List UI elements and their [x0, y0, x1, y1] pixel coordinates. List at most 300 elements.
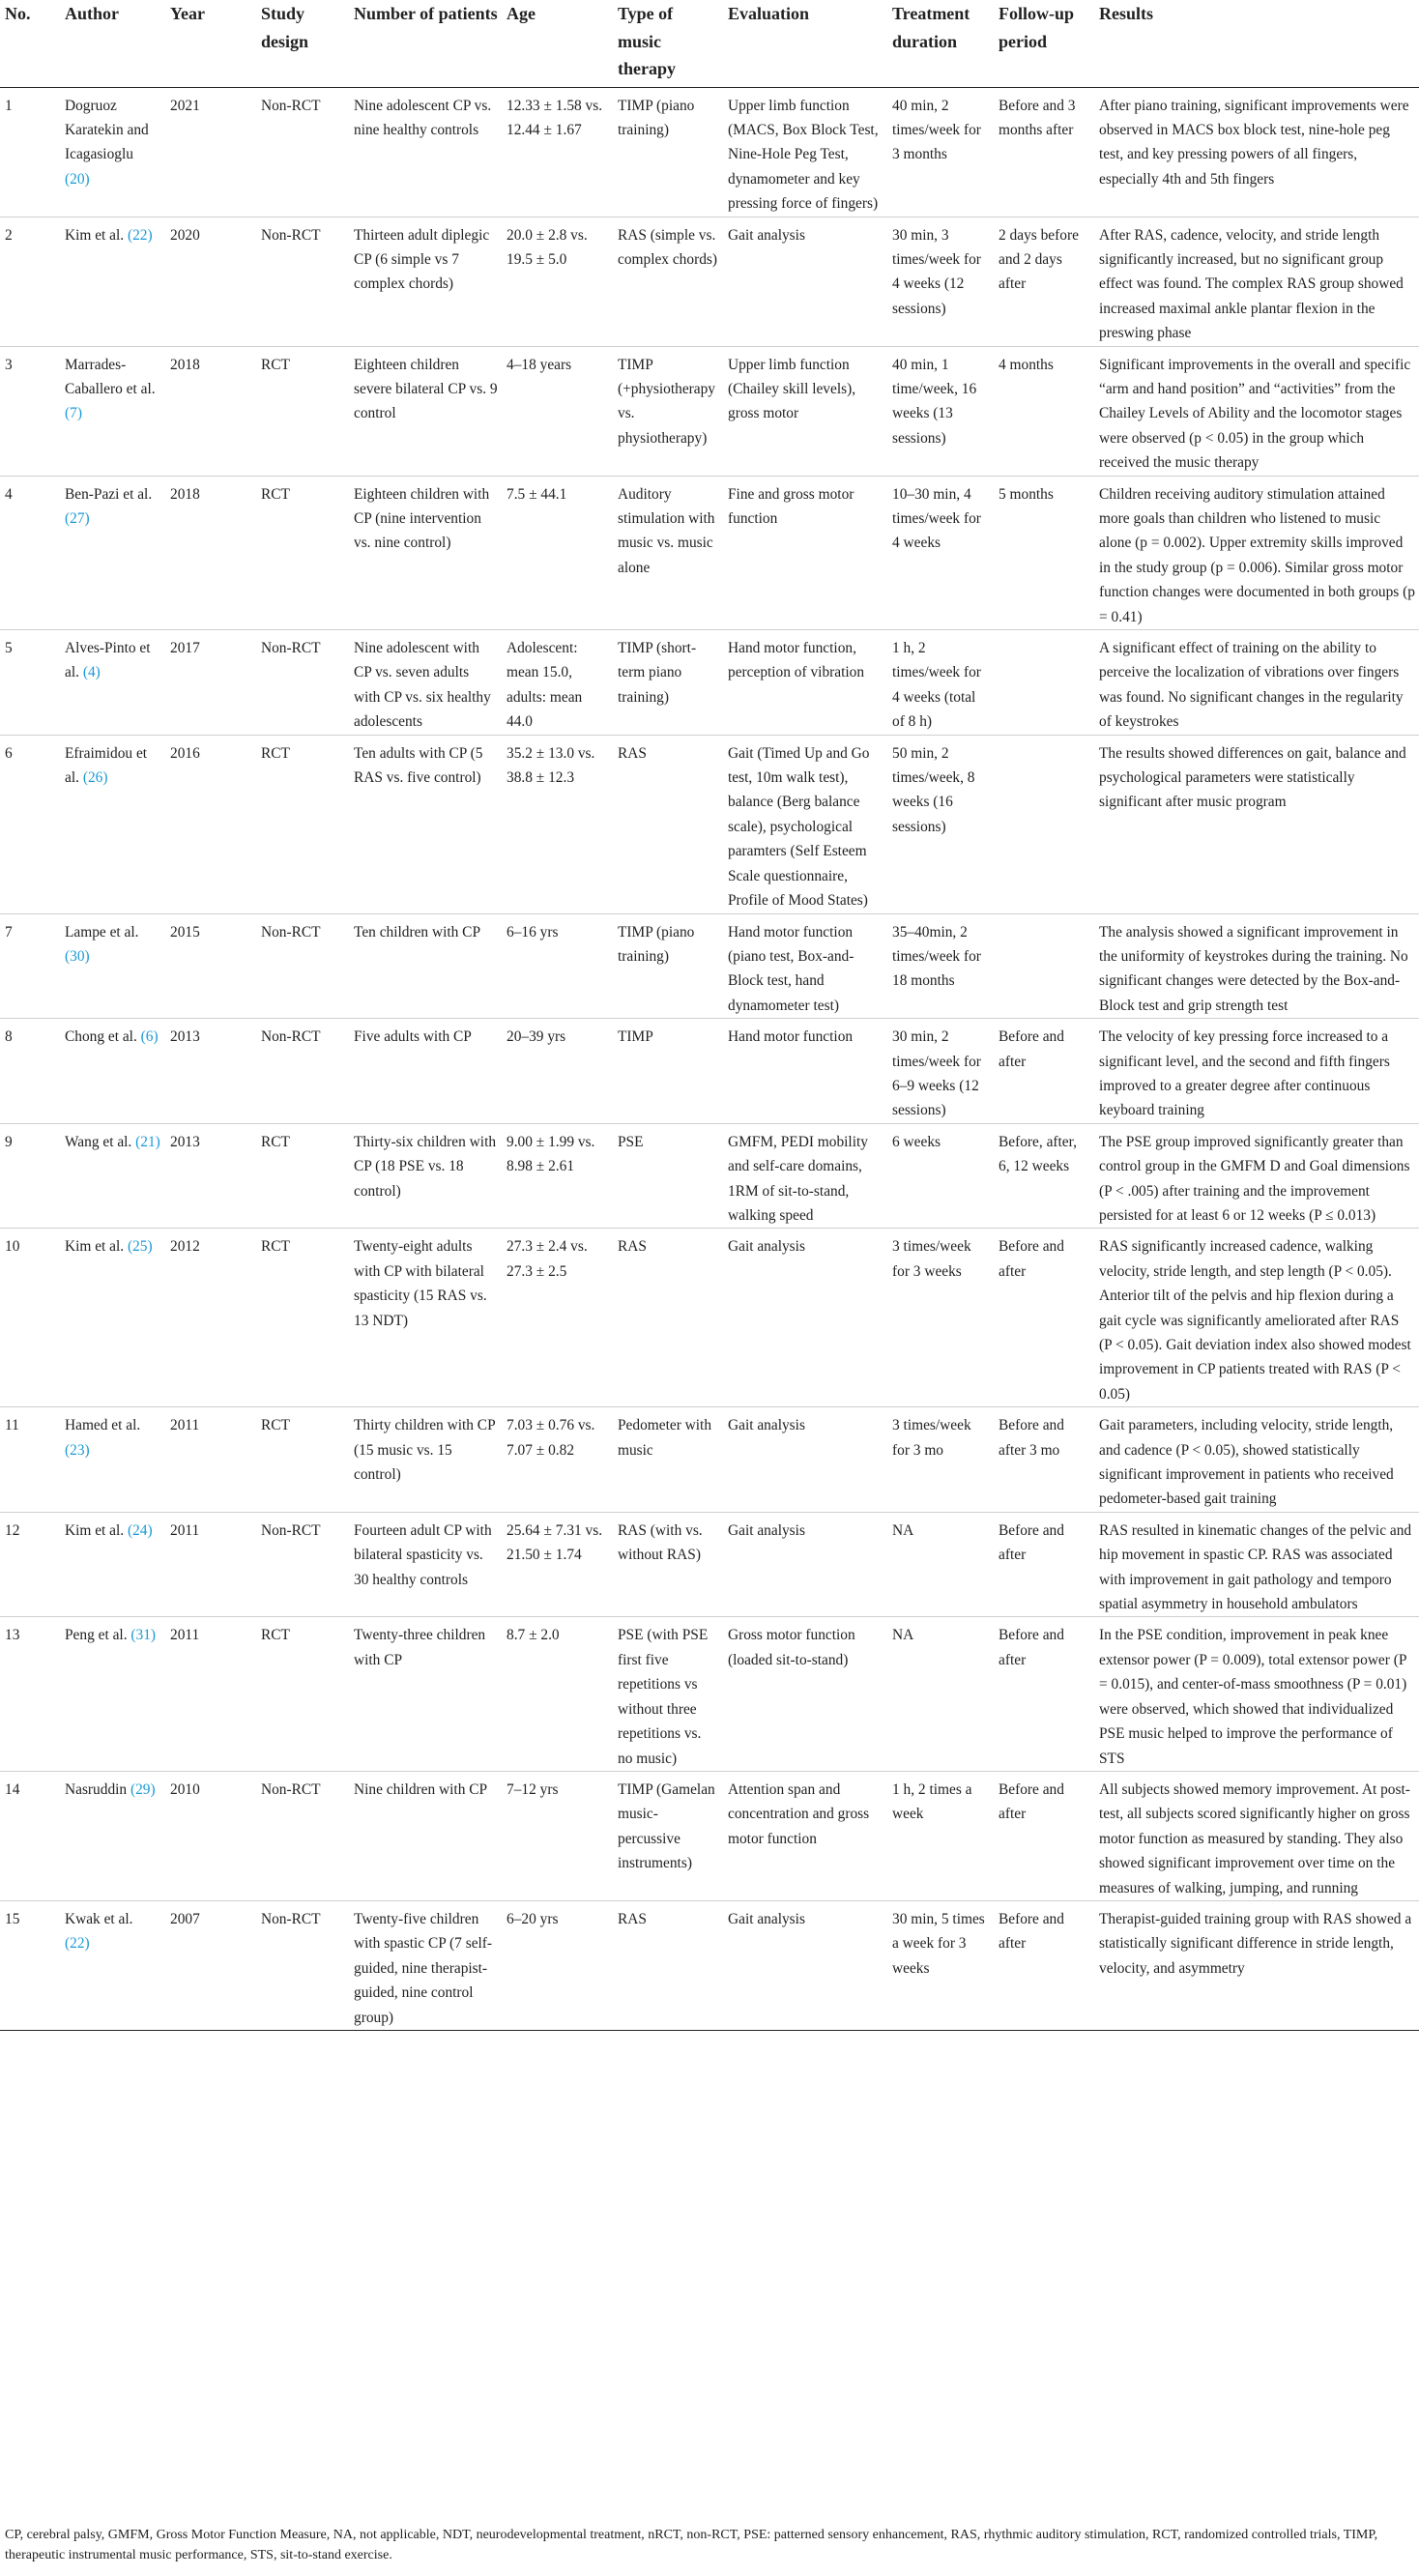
cell-duration	[887, 346, 994, 476]
table-row	[0, 87, 1419, 217]
cell-followup	[994, 735, 1094, 913]
cell-design	[256, 217, 349, 346]
cell-results	[1094, 87, 1419, 217]
cell-evaluation	[723, 87, 887, 217]
cell-patients-text: Fourteen adult CP with bilateral spasticity vs. 30 healthy controls	[354, 1521, 492, 1588]
reference-link[interactable]: (4)	[82, 664, 101, 681]
reference-link[interactable]: (27)	[65, 510, 90, 527]
cell-therapy	[613, 1512, 723, 1617]
cell-author	[60, 1771, 165, 1900]
cell-year	[165, 913, 256, 1019]
cell-followup	[994, 1019, 1094, 1124]
cell-design	[256, 476, 349, 629]
cell-author-text: Dogruoz Karatekin and Icagasioglu	[65, 97, 149, 163]
cell-results	[1094, 630, 1419, 736]
cell-results	[1094, 1617, 1419, 1771]
cell-no-text: 1	[5, 97, 13, 114]
cell-followup-text: Before and after 3 mo	[999, 1417, 1064, 1459]
cell-no-text: 9	[5, 1133, 13, 1150]
cell-results	[1094, 1229, 1419, 1407]
cell-author-text: Peng et al.	[65, 1627, 128, 1644]
cell-year	[165, 1771, 256, 1900]
reference-link[interactable]: (26)	[82, 769, 108, 787]
cell-age	[502, 1900, 613, 2030]
cell-followup	[994, 1229, 1094, 1407]
cell-followup	[994, 1407, 1094, 1513]
cell-followup	[994, 1617, 1094, 1771]
cell-author	[60, 913, 165, 1019]
cell-design-text: Non-RCT	[261, 226, 321, 244]
reference-link[interactable]: (30)	[65, 947, 90, 965]
cell-duration	[887, 1771, 994, 1900]
cell-year-text: 2016	[170, 744, 200, 762]
cell-therapy-text: RAS	[618, 1910, 647, 1927]
cell-author-text: Wang et al.	[65, 1133, 132, 1150]
cell-age	[502, 217, 613, 346]
col-header-evaluation: Evaluation	[728, 4, 810, 23]
cell-therapy	[613, 1229, 723, 1407]
cell-patients	[349, 1771, 502, 1900]
cell-therapy	[613, 1407, 723, 1513]
cell-year	[165, 476, 256, 629]
cell-age-text: 25.64 ± 7.31 vs. 21.50 ± 1.74	[507, 1521, 603, 1564]
cell-patients-text: Nine children with CP	[354, 1780, 488, 1798]
cell-no	[0, 87, 60, 217]
cell-no	[0, 1229, 60, 1407]
cell-design-text: Non-RCT	[261, 640, 321, 657]
cell-patients-text: Twenty-eight adults with CP with bilateral spasticity (15 RAS vs. 13 NDT)	[354, 1238, 487, 1329]
col-header-year: Year	[170, 4, 205, 23]
cell-duration	[887, 476, 994, 629]
cell-therapy-text: RAS (simple vs. complex chords)	[618, 226, 717, 268]
cell-age-text: 4–18 years	[507, 356, 572, 373]
cell-year	[165, 1123, 256, 1229]
cell-results-text: The PSE group improved significantly greater than control group in the GMFM D and Goal dimensions (P < .005) after training and the improvement persisted for at least 6 or 12 weeks (P ≤ 0.013)	[1099, 1133, 1410, 1224]
cell-patients	[349, 913, 502, 1019]
cell-patients	[349, 87, 502, 217]
cell-evaluation	[723, 913, 887, 1019]
reference-link[interactable]: (7)	[65, 405, 82, 422]
cell-age	[502, 476, 613, 629]
cell-results	[1094, 1123, 1419, 1229]
cell-no-text: 6	[5, 744, 13, 762]
cell-author-text: Kim et al.	[65, 226, 125, 244]
cell-age	[502, 1771, 613, 1900]
cell-evaluation-text: Gait analysis	[728, 226, 805, 244]
cell-duration	[887, 1512, 994, 1617]
cell-duration	[887, 1407, 994, 1513]
cell-design-text: Non-RCT	[261, 1910, 321, 1927]
cell-patients-text: Nine adolescent CP vs. nine healthy controls	[354, 97, 492, 138]
cell-year-text: 2013	[170, 1028, 200, 1046]
cell-results	[1094, 1407, 1419, 1513]
cell-patients	[349, 630, 502, 736]
cell-year	[165, 217, 256, 346]
cell-age-text: 27.3 ± 2.4 vs. 27.3 ± 2.5	[507, 1238, 588, 1280]
cell-patients-text: Twenty-five children with spastic CP (7 self-guided, nine therapist-guided, nine control group)	[354, 1910, 493, 2026]
cell-patients	[349, 476, 502, 629]
cell-results-text: Gait parameters, including velocity, stride length, and cadence (P < 0.05), showed statistically significant improvement in patients who received pedometer-based gait training	[1099, 1417, 1394, 1508]
reference-link[interactable]: (31)	[130, 1627, 157, 1644]
cell-design	[256, 1900, 349, 2030]
cell-year-text: 2018	[170, 485, 200, 503]
cell-patients-text: Ten children with CP	[354, 923, 481, 941]
cell-evaluation-text: Hand motor function, perception of vibration	[728, 640, 865, 681]
cell-author	[60, 346, 165, 476]
cell-therapy-text: PSE	[618, 1133, 644, 1150]
cell-no-text: 7	[5, 923, 13, 941]
reference-link[interactable]: (6)	[140, 1028, 159, 1046]
cell-duration	[887, 1617, 994, 1771]
cell-evaluation	[723, 346, 887, 476]
cell-author	[60, 735, 165, 913]
cell-author-text: Lampe et al.	[65, 923, 139, 941]
reference-link[interactable]: (22)	[127, 226, 153, 244]
cell-no	[0, 630, 60, 736]
cell-evaluation	[723, 1771, 887, 1900]
cell-evaluation	[723, 1512, 887, 1617]
cell-therapy	[613, 476, 723, 629]
cell-age-text: 7.5 ± 44.1	[507, 485, 567, 503]
cell-author-text: Kim et al.	[65, 1238, 125, 1256]
cell-patients	[349, 1617, 502, 1771]
cell-year	[165, 1229, 256, 1407]
cell-followup	[994, 1512, 1094, 1617]
cell-results	[1094, 476, 1419, 629]
cell-therapy-text: RAS	[618, 744, 647, 762]
cell-followup	[994, 913, 1094, 1019]
cell-patients	[349, 217, 502, 346]
cell-no-text: 8	[5, 1028, 13, 1046]
cell-author	[60, 1512, 165, 1617]
cell-duration-text: NA	[892, 1627, 914, 1644]
cell-evaluation	[723, 735, 887, 913]
cell-therapy	[613, 217, 723, 346]
cell-patients-text: Thirty-six children with CP (18 PSE vs. 18 control)	[354, 1133, 497, 1200]
cell-no	[0, 735, 60, 913]
cell-author	[60, 1123, 165, 1229]
cell-therapy-text: Pedometer with music	[618, 1417, 712, 1459]
cell-therapy-text: TIMP (piano training)	[618, 923, 695, 965]
cell-author	[60, 1019, 165, 1124]
cell-age-text: Adolescent: mean 15.0, adults: mean 44.0	[507, 640, 583, 731]
table-row	[0, 476, 1419, 629]
cell-author-text: Chong et al.	[65, 1028, 137, 1046]
cell-patients-text: Nine adolescent with CP vs. seven adults with CP vs. six healthy adolescents	[354, 640, 491, 731]
cell-patients-text: Twenty-three children with CP	[354, 1627, 486, 1668]
cell-evaluation	[723, 1407, 887, 1513]
cell-therapy-text: TIMP (Gamelan music-percussive instruments)	[618, 1780, 715, 1872]
cell-design	[256, 1019, 349, 1124]
cell-evaluation-text: Upper limb function (Chailey skill levels), gross motor	[728, 356, 856, 422]
table-row	[0, 1512, 1419, 1617]
reference-link[interactable]: (25)	[127, 1238, 153, 1256]
table-row	[0, 1617, 1419, 1771]
cell-duration	[887, 735, 994, 913]
cell-design	[256, 913, 349, 1019]
cell-age-text: 7.03 ± 0.76 vs. 7.07 ± 0.82	[507, 1417, 595, 1459]
cell-followup	[994, 1900, 1094, 2030]
cell-followup-text: Before and after	[999, 1627, 1064, 1668]
cell-patients-text: Eighteen children with CP (nine intervention vs. nine control)	[354, 485, 490, 552]
cell-duration-text: 1 h, 2 times a week	[892, 1780, 972, 1823]
cell-year	[165, 1407, 256, 1513]
cell-results-text: Children receiving auditory stimulation attained more goals than children who listened to music alone (p = 0.002). Upper extremity skills improved in the study group (p = 0.006). Similar gross motor function changes were documented in both groups (p = 0.41)	[1099, 485, 1415, 625]
cell-evaluation	[723, 630, 887, 736]
cell-therapy	[613, 87, 723, 217]
cell-no-text: 15	[5, 1910, 20, 1927]
cell-evaluation	[723, 1019, 887, 1124]
cell-evaluation-text: Gait analysis	[728, 1238, 805, 1256]
cell-duration	[887, 1229, 994, 1407]
cell-author	[60, 630, 165, 736]
cell-results	[1094, 346, 1419, 476]
cell-patients	[349, 1407, 502, 1513]
cell-patients	[349, 1512, 502, 1617]
cell-author-text: Kim et al.	[65, 1521, 125, 1539]
cell-design	[256, 630, 349, 736]
cell-results-text: Therapist-guided training group with RAS showed a statistically significant difference in stride length, velocity, and asymmetry	[1099, 1910, 1412, 1977]
cell-patients	[349, 346, 502, 476]
table-row	[0, 735, 1419, 913]
cell-design-text: RCT	[261, 356, 290, 373]
cell-design-text: RCT	[261, 1133, 290, 1150]
reference-link[interactable]: (24)	[127, 1521, 153, 1539]
cell-design-text: RCT	[261, 744, 290, 762]
cell-no-text: 4	[5, 485, 13, 503]
cell-duration-text: 35–40min, 2 times/week for 18 months	[892, 923, 981, 990]
cell-age-text: 8.7 ± 2.0	[507, 1627, 560, 1644]
cell-results	[1094, 1019, 1419, 1124]
cell-age-text: 20–39 yrs	[507, 1028, 566, 1046]
cell-followup-text: Before and after	[999, 1521, 1064, 1564]
cell-followup-text: 2 days before and 2 days after	[999, 226, 1079, 293]
cell-patients-text: Thirty children with CP (15 music vs. 15 control)	[354, 1417, 496, 1484]
cell-therapy	[613, 1900, 723, 2030]
col-header-follow-up-period: Follow-up period	[999, 4, 1075, 51]
cell-results-text: RAS significantly increased cadence, walking velocity, stride length, and step length (P < 0.05). Anterior tilt of the pelvis and hip flexion during a gait cycle was significantly ameliorated after RAS (P < 0.05). Gait deviation index also showed modest improvement in CP patients treated with RAS (P < 0.05)	[1099, 1238, 1411, 1403]
cell-no	[0, 1019, 60, 1124]
cell-evaluation-text: Attention span and concentration and gross motor function	[728, 1780, 870, 1847]
table-row	[0, 1407, 1419, 1513]
cell-year	[165, 346, 256, 476]
cell-age	[502, 630, 613, 736]
reference-link[interactable]: (29)	[130, 1780, 156, 1798]
cell-therapy	[613, 913, 723, 1019]
cell-author-text: Ben-Pazi et al.	[65, 485, 153, 503]
cell-age	[502, 1019, 613, 1124]
cell-followup-text: 4 months	[999, 356, 1054, 373]
cell-followup	[994, 346, 1094, 476]
cell-age-text: 6–16 yrs	[507, 923, 559, 941]
cell-no	[0, 1617, 60, 1771]
cell-therapy	[613, 735, 723, 913]
cell-therapy-text: TIMP (+physiotherapy vs. physiotherapy)	[618, 356, 716, 447]
cell-author	[60, 1229, 165, 1407]
cell-duration-text: 3 times/week for 3 weeks	[892, 1238, 971, 1280]
cell-results	[1094, 735, 1419, 913]
cell-patients	[349, 735, 502, 913]
cell-no-text: 14	[5, 1780, 20, 1798]
cell-no-text: 3	[5, 356, 13, 373]
cell-duration	[887, 913, 994, 1019]
cell-evaluation-text: Gait (Timed Up and Go test, 10m walk test), balance (Berg balance scale), psychological paramters (Self Esteem Scale questionnaire, Profile of Mood States)	[728, 744, 870, 910]
cell-no	[0, 1900, 60, 2030]
cell-year-text: 2021	[170, 97, 200, 114]
cell-age-text: 35.2 ± 13.0 vs. 38.8 ± 12.3	[507, 744, 595, 787]
cell-therapy	[613, 1617, 723, 1771]
cell-evaluation	[723, 1900, 887, 2030]
cell-no	[0, 1407, 60, 1513]
cell-duration-text: 40 min, 2 times/week for 3 months	[892, 97, 981, 163]
cell-age	[502, 1123, 613, 1229]
reference-link[interactable]: (23)	[65, 1441, 90, 1459]
cell-duration-text: 6 weeks	[892, 1133, 941, 1150]
table-row	[0, 1019, 1419, 1124]
cell-followup	[994, 630, 1094, 736]
reference-link[interactable]: (22)	[65, 1935, 90, 1953]
cell-results-text: A significant effect of training on the ability to perceive the localization of vibrations over fingers was found. No significant changes in the regularity of keystrokes	[1099, 640, 1404, 731]
cell-author-text: Efraimidou et al.	[65, 744, 148, 787]
cell-no	[0, 217, 60, 346]
cell-results	[1094, 1771, 1419, 1900]
cell-age	[502, 87, 613, 217]
cell-no	[0, 913, 60, 1019]
cell-patients-text: Five adults with CP	[354, 1028, 472, 1046]
cell-design	[256, 735, 349, 913]
cell-no	[0, 476, 60, 629]
cell-duration-text: 40 min, 1 time/week, 16 weeks (13 sessions)	[892, 356, 977, 447]
cell-therapy	[613, 346, 723, 476]
cell-evaluation-text: Upper limb function (MACS, Box Block Test, Nine-Hole Peg Test, dynamometer and key pressing force of fingers)	[728, 97, 879, 213]
cell-design	[256, 87, 349, 217]
cell-therapy	[613, 630, 723, 736]
cell-results-text: After RAS, cadence, velocity, and stride length significantly increased, but no significant group effect was found. The complex RAS group showed increased maximal ankle plantar flexion in the preswing phase	[1099, 226, 1404, 342]
cell-year-text: 2015	[170, 923, 200, 941]
cell-therapy-text: RAS	[618, 1238, 647, 1256]
cell-results-text: Significant improvements in the overall and specific “arm and hand position” and “activities” from the Chailey Levels of Ability and the locomotor stages were observed (p < 0.05) in the group which received the music therapy	[1099, 356, 1411, 472]
cell-therapy-text: TIMP	[618, 1028, 653, 1046]
cell-design-text: RCT	[261, 1238, 290, 1256]
cell-design-text: RCT	[261, 485, 290, 503]
cell-evaluation-text: Hand motor function	[728, 1028, 854, 1046]
table-row	[0, 1229, 1419, 1407]
cell-evaluation	[723, 1617, 887, 1771]
cell-year	[165, 87, 256, 217]
col-header-treatment-duration: Treatment duration	[892, 4, 970, 51]
col-header-type-of-music-therapy: Type of music therapy	[618, 4, 676, 78]
cell-no	[0, 1512, 60, 1617]
cell-results	[1094, 1900, 1419, 2030]
cell-year	[165, 630, 256, 736]
cell-design	[256, 1617, 349, 1771]
cell-year-text: 2011	[170, 1417, 200, 1434]
cell-evaluation-text: Gait analysis	[728, 1910, 805, 1927]
cell-followup-text: Before, after, 6, 12 weeks	[999, 1133, 1077, 1175]
cell-age-text: 7–12 yrs	[507, 1780, 559, 1798]
cell-year-text: 2011	[170, 1521, 200, 1539]
cell-year	[165, 735, 256, 913]
table-row	[0, 1771, 1419, 1900]
reference-link[interactable]: (21)	[135, 1133, 160, 1150]
col-header-number-of-patients: Number of patients	[354, 4, 498, 23]
cell-author-text: Kwak et al.	[65, 1910, 133, 1927]
cell-design	[256, 1512, 349, 1617]
cell-results-text: After piano training, significant improvements were observed in MACS box block test, nine-hole peg test, and key pressing powers of all fingers, especially 4th and 5th fingers	[1099, 97, 1409, 188]
cell-evaluation-text: GMFM, PEDI mobility and self-care domains, 1RM of sit-to-stand, walking speed	[728, 1133, 868, 1224]
cell-no-text: 13	[5, 1627, 20, 1644]
cell-evaluation	[723, 217, 887, 346]
cell-design	[256, 346, 349, 476]
cell-followup-text: Before and after	[999, 1238, 1064, 1280]
cell-age	[502, 1617, 613, 1771]
cell-therapy-text: Auditory stimulation with music vs. music alone	[618, 485, 715, 576]
cell-patients	[349, 1019, 502, 1124]
cell-age	[502, 1407, 613, 1513]
cell-patients-text: Ten adults with CP (5 RAS vs. five control)	[354, 744, 483, 787]
cell-author	[60, 1617, 165, 1771]
cell-results-text: All subjects showed memory improvement. At post-test, all subjects scored significantly higher on gross motor function as measured by standing. They also showed significant improvement over time on the measures of walking, jumping, and running	[1099, 1780, 1410, 1896]
cell-results	[1094, 217, 1419, 346]
cell-duration-text: 3 times/week for 3 mo	[892, 1417, 971, 1459]
cell-followup	[994, 476, 1094, 629]
cell-design	[256, 1771, 349, 1900]
cell-year-text: 2020	[170, 226, 200, 244]
cell-year-text: 2018	[170, 356, 200, 373]
cell-therapy-text: TIMP (short-term piano training)	[618, 640, 697, 706]
cell-followup-text: Before and 3 months after	[999, 97, 1076, 138]
cell-year	[165, 1900, 256, 2030]
cell-patients	[349, 1229, 502, 1407]
cell-age	[502, 1229, 613, 1407]
cell-duration	[887, 630, 994, 736]
cell-no-text: 12	[5, 1521, 20, 1539]
cell-results-text: The analysis showed a significant improvement in the uniformity of keystrokes during the training. No significant changes were detected by the Box-and-Block test and grip strength test	[1099, 923, 1408, 1014]
cell-results-text: RAS resulted in kinematic changes of the pelvic and hip movement in spastic CP. RAS was associated with improvement in gait pathology and temporo spatial asymmetry in household ambulators	[1099, 1521, 1412, 1613]
reference-link[interactable]: (20)	[65, 170, 90, 188]
cell-followup-text: 5 months	[999, 485, 1054, 503]
cell-no	[0, 1771, 60, 1900]
cell-author	[60, 217, 165, 346]
cell-duration	[887, 87, 994, 217]
cell-author	[60, 1900, 165, 2030]
cell-design-text: Non-RCT	[261, 97, 321, 114]
cell-author-text: Hamed et al.	[65, 1417, 141, 1434]
table-footnote: CP, cerebral palsy, GMFM, Gross Motor Function Measure, NA, not applicable, NDT, neurodevelopmental treatment, nRCT, non-RCT, PSE: patterned sensory enhancement, RAS, rhythmic auditory stimulation, RCT, randomized controlled trials, TIMP, therapeutic instrumental music performance, STS, sit-to-stand exercise.	[5, 2528, 1378, 2562]
cell-results	[1094, 1512, 1419, 1617]
cell-followup	[994, 1123, 1094, 1229]
cell-therapy	[613, 1123, 723, 1229]
cell-duration	[887, 217, 994, 346]
cell-duration-text: 30 min, 2 times/week for 6–9 weeks (12 sessions)	[892, 1028, 981, 1119]
cell-author	[60, 476, 165, 629]
cell-age	[502, 735, 613, 913]
cell-evaluation-text: Gross motor function (loaded sit-to-stand)	[728, 1627, 855, 1668]
cell-year-text: 2017	[170, 640, 200, 657]
cell-author-text: Alves-Pinto et al.	[65, 640, 151, 681]
cell-no	[0, 1123, 60, 1229]
cell-no-text: 2	[5, 226, 13, 244]
cell-no	[0, 346, 60, 476]
table-row	[0, 217, 1419, 346]
cell-design	[256, 1123, 349, 1229]
cell-patients	[349, 1123, 502, 1229]
cell-therapy	[613, 1019, 723, 1124]
cell-patients-text: Thirteen adult diplegic CP (6 simple vs 7 complex chords)	[354, 226, 490, 293]
cell-results-text: In the PSE condition, improvement in peak knee extensor power (P = 0.009), total extensor power (P = 0.015), and center-of-mass smoothness (P = 0.01) were observed, which showed that individualized PSE music helped to improve the performance of STS	[1099, 1627, 1407, 1767]
cell-therapy-text: RAS (with vs. without RAS)	[618, 1521, 703, 1564]
cell-year-text: 2012	[170, 1238, 200, 1256]
